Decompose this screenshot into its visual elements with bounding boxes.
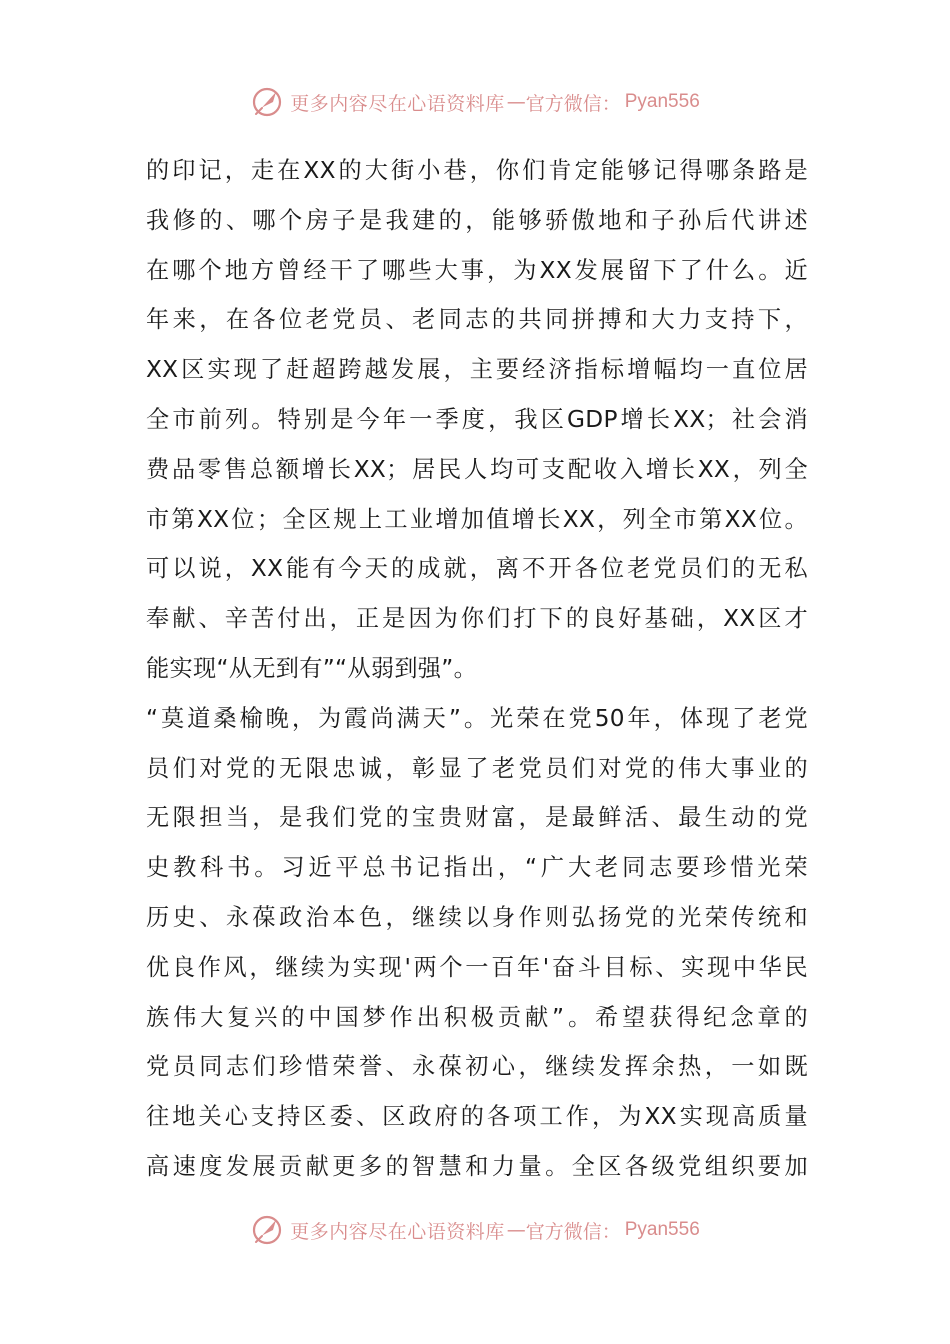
text-line: 在哪个地方曾经干了哪些大事，为XX发展留下了什么。近: [146, 256, 808, 284]
watermark-wechat-id: Pyan556: [624, 1219, 700, 1240]
watermark-wechat-id: Pyan556: [624, 91, 700, 112]
body-text: [146, 146, 808, 1192]
watermark-dash: —: [506, 1219, 524, 1241]
watermark-wechat-label: 官方微信：: [525, 92, 621, 115]
text-line: 的印记，走在XX的大街小巷，你们肯定能够记得哪条路是: [146, 157, 808, 184]
text-line: 我修的、哪个房子是我建的，能够骄傲地和子孙后代讲述: [146, 206, 808, 234]
text-line: 员们对党的无限忠诚，彰显了老党员们对党的伟大事业的: [146, 754, 808, 782]
text-line: 奉献、辛苦付出，正是因为你们打下的良好基础，XX区才: [146, 605, 808, 633]
text-line: 历史、永葆政治本色，继续以身作则弘扬党的光荣传统和: [146, 903, 808, 931]
quill-logo-icon: [250, 85, 284, 119]
text-line: 族伟大复兴的中国梦作出积极贡献”。希望获得纪念章的: [146, 1003, 808, 1031]
quill-logo-icon: [250, 1213, 284, 1247]
text-line: 全市前列。特别是今年一季度，我区GDP增长XX；社会消: [146, 405, 808, 433]
watermark-wechat-label: 官方微信：: [525, 1220, 621, 1243]
text-line: XX区实现了赶超跨越发展，主要经济指标增幅均一直位居: [146, 356, 808, 384]
text-line: 无限担当，是我们党的宝贵财富，是最鲜活、最生动的党: [146, 804, 808, 832]
text-line: 高速度发展贡献更多的智慧和力量。全区各级党组织要加: [146, 1152, 808, 1180]
watermark-dash: —: [506, 91, 524, 113]
text-line: 可以说，XX能有今天的成就，离不开各位老党员们的无私: [146, 555, 808, 583]
watermark-footer: [0, 1210, 950, 1250]
text-line: “莫道桑榆晚，为霞尚满天”。光荣在党50年，体现了老党: [146, 704, 808, 732]
text-line: 市第XX位；全区规上工业增加值增长XX，列全市第XX位。: [146, 505, 808, 533]
watermark-text: 更多内容尽在心语资料库: [290, 1220, 505, 1243]
text-line: 史教科书。习近平总书记指出，“广大老同志要珍惜光荣: [146, 854, 808, 882]
text-line: 年来，在各位老党员、老同志的共同拼搏和大力支持下，: [146, 306, 808, 334]
watermark-text: 更多内容尽在心语资料库: [290, 92, 505, 115]
watermark-header: [0, 82, 950, 122]
text-line: 费品零售总额增长XX；居民人均可支配收入增长XX，列全: [146, 455, 808, 483]
text-line: 往地关心支持区委、区政府的各项工作，为XX实现高质量: [146, 1103, 808, 1131]
text-line: 优良作风，继续为实现'两个一百年'奋斗目标、实现中华民: [146, 953, 808, 981]
text-line: 党员同志们珍惜荣誉、永葆初心，继续发挥余热，一如既: [146, 1053, 808, 1081]
text-line: 能实现“从无到有”“从弱到强”。: [146, 654, 478, 682]
